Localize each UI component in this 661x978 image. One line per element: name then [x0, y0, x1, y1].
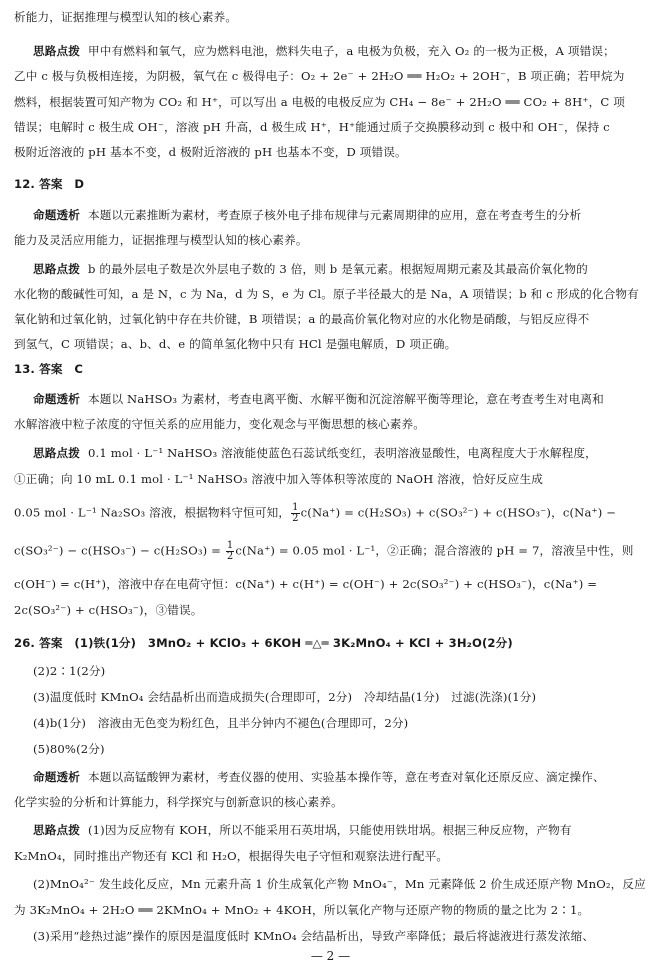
text-line-31	[14, 849, 448, 863]
text-line-8	[33, 208, 581, 222]
line-text: 析能力，证据推理与模型认知的核心素养。	[14, 10, 238, 24]
line-text: (5)80%(2分)	[33, 742, 105, 756]
text-line-21	[14, 577, 597, 591]
section-label: 思路点拨	[33, 44, 80, 58]
text-line-33	[14, 903, 589, 917]
text-line-34	[33, 929, 594, 943]
section-label: 命题透析	[33, 208, 80, 222]
text-line-14	[14, 362, 83, 376]
line-text: (3)采用“趁热过滤”操作的原因是温度低时 KMnO₄ 会结晶析出，导致产率降低；最后将滤液进行蒸发浓缩、	[33, 929, 595, 943]
section-label: 思路点拨	[33, 262, 80, 276]
section-label: 思路点拨	[33, 446, 80, 460]
line-text: c(OH⁻) = c(H⁺)，溶液中存在电荷守恒：c(Na⁺) + c(H⁺) = c(OH⁻) + 2c(SO₃²⁻) + c(HSO₃⁻)，c(Na⁺) =	[14, 577, 598, 591]
section-label: 命题透析	[33, 392, 80, 406]
line-text: (2)2∶1(2分)	[33, 664, 106, 678]
line-text: 到氢气，C 项错误；a、b、d、e 的简单氢化物中只有 HCl 是强电解质，D 项正确。	[14, 337, 457, 351]
line-text: 2c(SO₃²⁻) + c(HSO₃⁻)，③错误。	[14, 603, 203, 617]
line-text: 能力及灵活应用能力，证据推理与模型认知的核心素养。	[14, 233, 308, 247]
text-line-9	[14, 233, 308, 247]
text-line-15	[33, 392, 604, 406]
text-line-2	[33, 44, 615, 58]
line-text: 0.05 mol · L⁻¹ Na₂SO₃ 溶液，根据物料守恒可知，	[14, 505, 291, 520]
line-text: ①正确；向 10 mL 0.1 mol · L⁻¹ NaHSO₃ 溶液中加入等体积等浓度的 NaOH 溶液，恰好反应生成	[14, 472, 543, 486]
page-number: — 2 —	[310, 949, 351, 963]
text-line-12	[14, 312, 589, 326]
line-text: 乙中 c 极与负极相连接，为阴极，氧气在 c 极得电子：O₂ + 2e⁻ + 2H₂O ══ H₂O₂ + 2OH⁻，B 项正确；若甲烷为	[14, 69, 625, 83]
line-text: 本题以元素推断为素材，考查原子核外电子排布规律与元素周期律的应用，意在考查考生的分析	[87, 208, 582, 222]
line-text: c(Na⁺) = 0.05 mol · L⁻¹，②正确；混合溶液的 pH = 7，溶液呈中性，则	[235, 543, 634, 558]
line-text: 本题以高锰酸钾为素材，考查仪器的使用、实验基本操作等，意在考查对氧化还原反应、滴定操作、	[87, 770, 605, 784]
text-line-29	[14, 795, 343, 809]
line-text: 26. 答案 (1)铁(1分) 3MnO₂ + KClO₃ + 6KOH ═△═ 3K₂MnO₄ + KCl + 3H₂O(2分)	[14, 636, 513, 650]
line-text: 本题以 NaHSO₃ 为素材，考查电离平衡、水解平衡和沉淀溶解平衡等理论，意在考查考生对电离和	[87, 392, 604, 406]
line-text: 极附近溶液的 pH 基本不变，d 极附近溶液的 pH 也基本不变，D 项错误。	[14, 145, 407, 159]
text-line-18	[14, 472, 543, 486]
fraction	[291, 503, 300, 524]
text-line-6	[14, 145, 407, 159]
line-text: 化学实验的分析和计算能力，科学探究与创新意识的核心素养。	[14, 795, 343, 809]
line-text: 12. 答案 D	[14, 177, 85, 191]
line-text: 水解溶液中粒子浓度的守恒关系的应用能力，变化观念与平衡思想的核心素养。	[14, 417, 426, 431]
line-text: (1)因为反应物有 KOH，所以不能采用石英坩埚，只能使用铁坩埚。根据三种反应物，产物有	[87, 823, 572, 837]
text-line-27	[33, 742, 105, 756]
text-line-22	[14, 603, 202, 617]
text-line-32	[33, 877, 646, 891]
line-text: (4)b(1分) 溶液由无色变为粉红色，且半分钟内不褪色(合理即可，2分)	[33, 716, 409, 730]
line-text: 0.1 mol · L⁻¹ NaHSO₃ 溶液能使蓝色石蕊试纸变红，表明溶液显酸性，电离程度大于水解程度，	[87, 446, 597, 460]
text-line-30	[33, 823, 572, 837]
fraction-denominator: 2	[226, 551, 234, 562]
line-text: 水化物的酸碱性可知，a 是 N，c 为 Na，d 为 S，e 为 Cl。原子半径最大的是 Na，A 项错误；b 和 c 形成的化合物有	[14, 287, 639, 301]
line-text: 氧化钠和过氧化钠，过氧化钠中存在共价键，B 项错误；a 的最高价氧化物对应的水化物是硝酸，与铝反应得不	[14, 312, 590, 326]
text-line-5	[14, 120, 610, 134]
text-line-17	[33, 446, 597, 460]
line-text: 甲中有燃料和氧气，应为燃料电池，燃料失电子，a 电极为负极，充入 O₂ 的一极为正极，A 项错误；	[87, 44, 615, 58]
line-text: K₂MnO₄，同时推出产物还有 KCl 和 H₂O，根据得失电子守恒和观察法进行配平。	[14, 849, 449, 863]
line-text: 为 3K₂MnO₄ + 2H₂O ══ 2KMnO₄ + MnO₂ + 4KOH，所以氧化产物与还原产物的物质的量之比为 2∶1。	[14, 903, 590, 917]
line-text: c(SO₃²⁻) − c(HSO₃⁻) − c(H₂SO₃) =	[14, 543, 225, 558]
fraction-denominator: 2	[292, 513, 299, 524]
fraction-numerator: 1	[226, 540, 234, 551]
text-line-10	[33, 262, 588, 276]
text-line-26	[33, 716, 408, 730]
line-text: (2)MnO₄²⁻ 发生歧化反应，Mn 元素升高 1 价生成氧化产物 MnO₄⁻，Mn 元素降低 2 价生成还原产物 MnO₂，反应	[33, 877, 646, 891]
line-text: 13. 答案 C	[14, 362, 84, 376]
line-text: (3)温度低时 KMnO₄ 会结晶析出而造成损失(合理即可，2分) 冷却结晶(1分) 过滤(洗涤)(1分)	[33, 690, 537, 704]
text-line-20	[14, 541, 633, 562]
fraction-numerator: 1	[292, 502, 299, 513]
text-line-19	[14, 503, 616, 524]
text-line-1	[14, 10, 237, 24]
line-text: b 的最外层电子数是次外层电子数的 3 倍，则 b 是氧元素。根据短周期元素及其最高价氧化物的	[87, 262, 588, 276]
text-line-11	[14, 287, 639, 301]
text-line-13	[14, 337, 456, 351]
line-text: c(Na⁺) = c(H₂SO₃) + c(SO₃²⁻) + c(HSO₃⁻)，c(Na⁺) −	[300, 505, 617, 520]
text-line-3	[14, 69, 624, 83]
text-line-16	[14, 417, 425, 431]
text-line-4	[14, 95, 625, 109]
text-line-28	[33, 770, 605, 784]
text-line-23	[14, 636, 513, 650]
text-line-7	[14, 177, 84, 191]
text-line-24	[33, 664, 105, 678]
line-text: 燃料，根据装置可知产物为 CO₂ 和 H⁺，可以写出 a 电极的电极反应为 CH₄ − 8e⁻ + 2H₂O ══ CO₂ + 8H⁺，C 项	[14, 95, 625, 109]
section-label: 命题透析	[33, 770, 80, 784]
line-text: 错误；电解时 c 极生成 OH⁻，溶液 pH 升高，d 极生成 H⁺，H⁺能通过质子交换膜移动到 c 极中和 OH⁻，保持 c	[14, 120, 610, 134]
text-line-25	[33, 690, 536, 704]
section-label: 思路点拨	[33, 823, 80, 837]
fraction	[226, 541, 235, 562]
